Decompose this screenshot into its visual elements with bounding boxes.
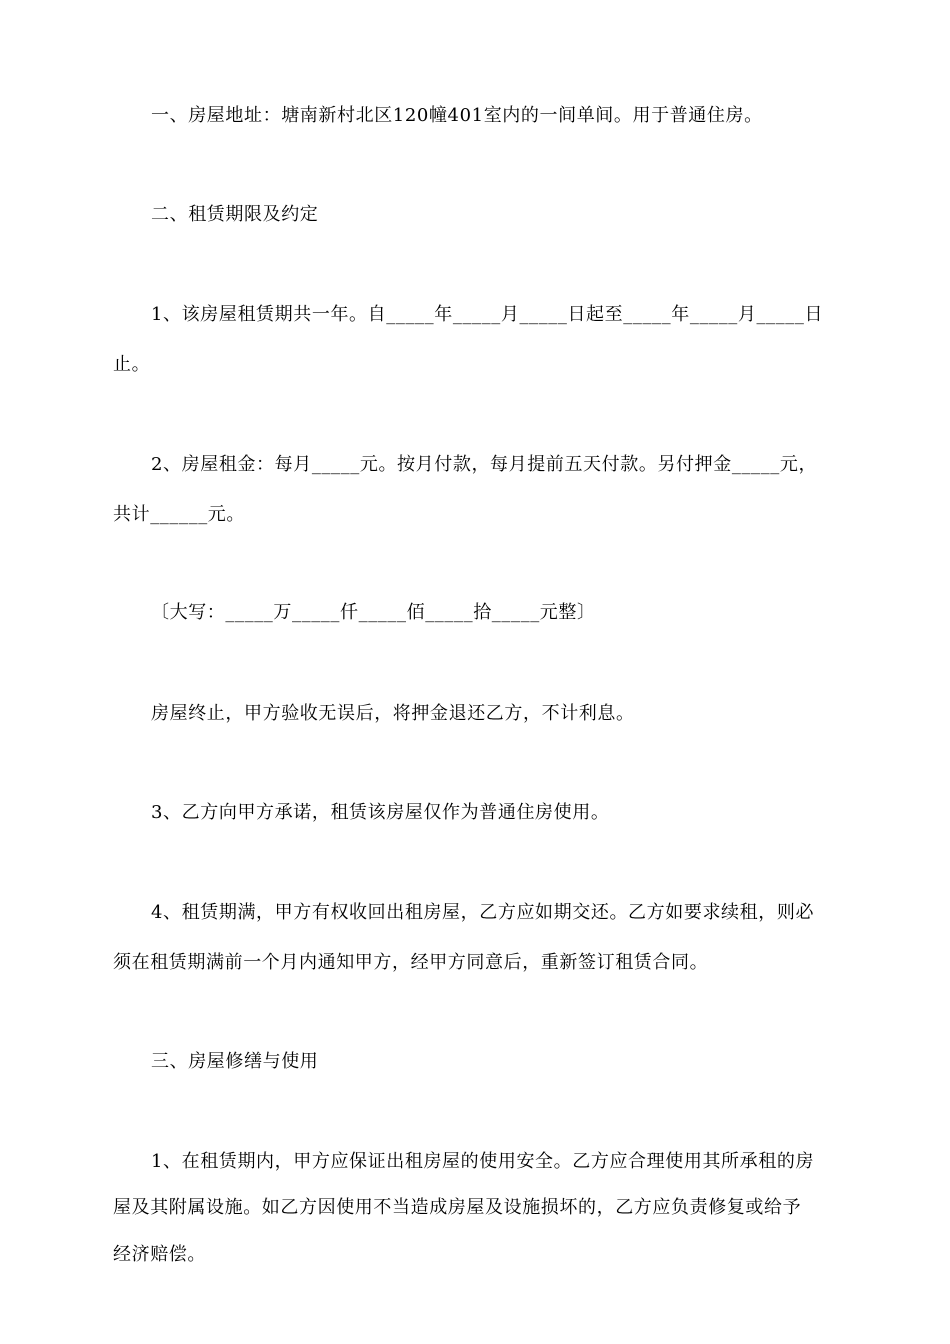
section-2-heading: 二、租赁期限及约定 xyxy=(151,204,319,225)
clause-1-address: 一、房屋地址：塘南新村北区120幢401室内的一间单间。用于普通住房。 xyxy=(151,105,763,126)
rent-clause-line-1: 2、房屋租金：每月_____元。按月付款，每月提前五天付款。另付押金_____元， xyxy=(151,454,818,475)
rent-amount-in-words: 〔大写：_____万_____仟_____佰_____拾_____元整〕 xyxy=(151,602,596,623)
renewal-clause-line-2: 须在租赁期满前一个月内通知甲方，经甲方同意后，重新签订租赁合同。 xyxy=(113,952,709,973)
rent-clause-line-2: 共计______元。 xyxy=(113,504,245,525)
renewal-clause-line-1: 4、租赁期满，甲方有权收回出租房屋，乙方应如期交还。乙方如要求续租，则必 xyxy=(151,902,815,923)
deposit-return-clause: 房屋终止，甲方验收无误后，将押金退还乙方，不计利息。 xyxy=(151,703,635,724)
repair-clause-line-3: 经济赔偿。 xyxy=(113,1244,206,1265)
repair-clause-line-1: 1、在租赁期内，甲方应保证出租房屋的使用安全。乙方应合理使用其所承租的房 xyxy=(151,1151,815,1172)
term-clause-line-1: 1、该房屋租赁期共一年。自_____年_____月_____日起至_____年_____月_____日 xyxy=(151,304,824,325)
term-clause-line-2: 止。 xyxy=(113,354,151,375)
section-3-heading: 三、房屋修缮与使用 xyxy=(151,1051,319,1072)
repair-clause-line-2: 屋及其附属设施。如乙方因使用不当造成房屋及设施损坏的，乙方应负责修复或给予 xyxy=(113,1197,802,1218)
usage-commitment-clause: 3、乙方向甲方承诺，租赁该房屋仅作为普通住房使用。 xyxy=(151,802,610,823)
